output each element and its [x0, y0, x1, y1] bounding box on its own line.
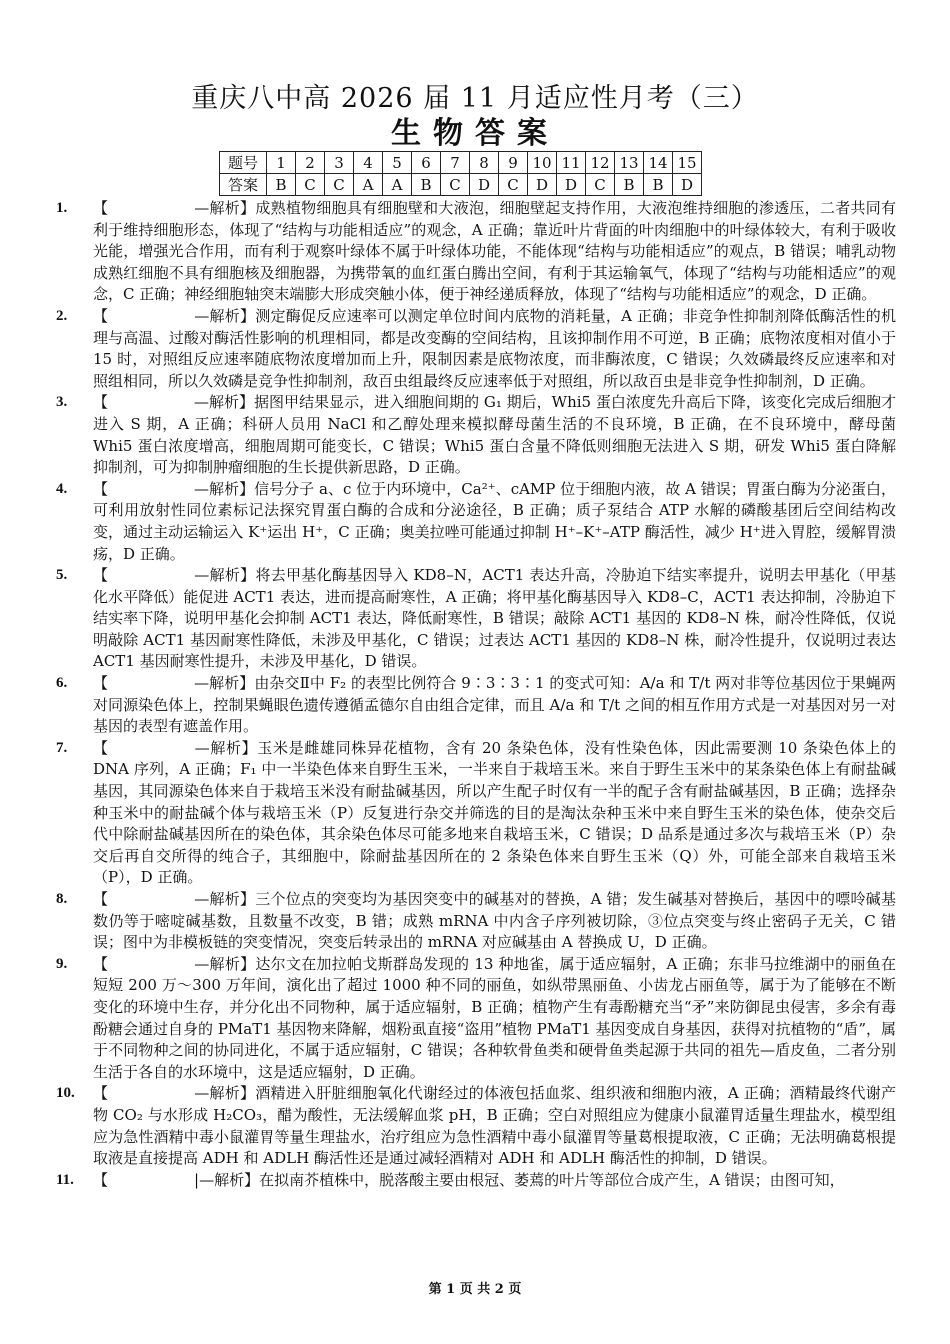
analysis-label: —解析】: [194, 738, 258, 757]
bracket-open: 【: [93, 954, 109, 973]
question-number-cell: 12: [586, 152, 615, 174]
answer-cell: B: [412, 174, 441, 196]
explanation-text: 测定酶促反应速率可以测定单位时间内底物的消耗量，A 正确；非竞争性抑制剂降低酶活性的机理与高温、过酸对酶活性影响的机理相同，都是改变酶的空间结构，且该抑制作用不可逆，B 正确；底物浓度相对值小于 15 时，对照组反应速率随底物浓度增加而上升，限制因素是底物浓度，而非酶浓度，C 错误；久效磷最终反应速率和对照组相同，所以久效磷是竞争性抑制剂，敌百虫组最终反应速率低于对照组，所以敌百虫是非竞争性抑制剂，D 正确。: [93, 306, 896, 390]
answer-cell: C: [499, 174, 528, 196]
answer-cell: A: [383, 174, 412, 196]
bracket-open: 【: [93, 393, 109, 412]
answer-cell: B: [615, 174, 644, 196]
question-number-cell: 1: [267, 152, 296, 174]
question-number: 10.: [56, 1085, 75, 1102]
question-number: 6.: [56, 675, 68, 692]
answer-table: [219, 151, 702, 196]
answer-cell: D: [528, 174, 557, 196]
question-number: 5.: [56, 567, 68, 584]
answer-cell: C: [296, 174, 325, 196]
analysis-label: —解析】: [194, 479, 255, 498]
explanation-item: [56, 673, 896, 738]
answer-table-answer-row: [220, 174, 702, 196]
answer-cell: D: [557, 174, 586, 196]
answer-explanations: [56, 198, 896, 1191]
question-number: 8.: [56, 891, 68, 907]
question-number-cell: 15: [673, 152, 702, 174]
question-number-cell: 9: [499, 152, 528, 174]
answer-cell: D: [470, 174, 499, 196]
explanation-item: [56, 198, 896, 306]
question-number-cell: 2: [296, 152, 325, 174]
explanation-item: [56, 306, 896, 392]
bracket-open: 【: [93, 479, 109, 498]
explanation-text: 达尔文在加拉帕戈斯群岛发现的 13 种地雀，属于适应辐射，A 正确；东非马拉维湖中的丽鱼在短短 200 万～300 万年间，演化出了超过 1000 种不同的丽鱼，如纵带黑丽鱼、小齿龙占丽鱼等，属于为了能够在不断变化的环境中生存，并分化出不同物种，属于适应辐射，B 正确；植物产生有毒酚糖充当“矛”来防御昆虫侵害，多余有毒酚糖会通过自身的 PMaT1 基因物来降解，烟粉虱直接“盗用”植物 PMaT1 基因变成自身基因，获得对抗植物的“盾”，属于不同物种之间的协同进化，不属于适应辐射，C 错误；各种软骨鱼类和硬骨鱼类起源于共同的祖先—盾皮鱼，二者分别生活于各自的水环境中，这是适应辐射，D 正确。: [93, 954, 896, 1081]
analysis-label: —解析】: [194, 393, 255, 412]
bracket-open: 【: [93, 738, 109, 757]
explanation-text: 由杂交Ⅱ中 F₂ 的表型比例符合 9∶3∶3∶1 的变式可知：A/a 和 T/t 两对非等位基因位于果蝇两对同源染色体上，控制果蝇眼色遗传遵循孟德尔自由组合定律，而且 A/a 和 T/t 之间的相互作用方式是一对基因对另一对基因的表型有遮盖作用。: [93, 674, 896, 736]
explanation-text: 在拟南芥植株中，脱落酸主要由根冠、萎蔫的叶片等部位合成产生，A 错误；由图可知，: [259, 1170, 845, 1189]
bracket-open: 【: [93, 199, 109, 217]
explanation-text: 三个位点的突变均为基因突变中的碱基对的替换，A 错；发生碱基对替换后，基因中的嘌呤碱基数仍等于嘧啶碱基数，且数量不改变，B 错；成熟 mRNA 中内含子序列被切除，③位点突变与终止密码子无关，C 错误；图中为非模板链的突变情况，突变后转录出的 mRNA 对应碱基由 A 替换成 U，D 正确。: [93, 890, 896, 952]
question-number: 4.: [56, 480, 68, 497]
question-number-cell: 4: [354, 152, 383, 174]
question-number-cell: 5: [383, 152, 412, 174]
analysis-label: —解析】: [194, 674, 255, 693]
explanation-text: 玉米是雌雄同株异花植物，含有 20 条染色体，没有性染色体，因此需要测 10 条染色体上的 DNA 序列，A 正确；F₁ 中一半染色体来自野生玉米，一半来自于栽培玉米。来自于野生玉米中的某条染色体上有耐盐碱基因，其同源染色体来自于栽培玉米没有耐盐碱基因，所以产生配子时仅有一半的配子含有耐盐碱基因，B 正确；选择杂种玉米中的耐盐碱个体与栽培玉米（P）反复进行杂交并筛选的目的是淘汰杂种玉米中来自野生玉米的染色体，使杂交后代中除耐盐碱基因所在的染色体，其余染色体尽可能多地来自栽培玉米，C 错误；D 品系是通过多次与栽培玉米（P）杂交后再自交所得的纯合子，其细胞中，除耐盐基因所在的 2 条染色体来自野生玉米（Q）外，可能全部来自栽培玉米（P），D 正确。: [93, 738, 896, 887]
bracket-open: 【: [93, 1170, 109, 1189]
explanation-text: 将去甲基化酶基因导入 KD8–N，ACT1 表达升高，冷胁迫下结实率提升，说明去甲基化（甲基化水平降低）能促进 ACT1 表达，进而提高耐寒性，A 正确；将甲基化酶基因导入 KD8–C，ACT1 表达抑制，冷胁迫下结实率下降，说明甲基化会抑制 ACT1 表达，降低耐寒性，B 错误；敲除 ACT1 基因的 KD8–N 株，耐冷性降低，仅说明敲除 ACT1 基因耐寒性降低，未涉及甲基化，C 错误；过表达 ACT1 基因的 KD8–N 株，耐冷性提升，仅说明过表达 ACT1 基因耐寒性提升，未涉及甲基化，D 错误。: [93, 566, 896, 671]
question-number: 11.: [56, 1171, 74, 1188]
answer-table-number-row: [220, 152, 702, 174]
analysis-label: —解析】: [194, 306, 256, 325]
question-number: 7.: [56, 739, 68, 756]
analysis-label: —解析】: [194, 890, 256, 908]
analysis-label: —解析】: [194, 566, 256, 585]
row-label: 答案: [220, 174, 267, 196]
analysis-label: —解析】: [194, 954, 256, 973]
explanation-item: [56, 889, 896, 954]
bracket-open: 【: [93, 306, 109, 325]
explanation-item: [56, 565, 896, 673]
explanation-text: 据图甲结果显示，进入细胞间期的 G₁ 期后，Whi5 蛋白浓度先升高后下降，该变化完成后细胞才进入 S 期，A 正确；科研人员用 NaCl 和乙醇处理来模拟酵母菌生活的不良环境，B 正确，在不良环境中，酵母菌 Whi5 蛋白浓度增高，细胞周期可能变长，C 错误；Whi5 蛋白含量不降低则细胞无法进入 S 期，研发 Whi5 蛋白降解抑制剂，可为抑制肿瘤细胞的生长提供新思路，D 正确。: [93, 393, 896, 477]
explanation-item: [56, 1083, 896, 1169]
question-number-cell: 14: [644, 152, 673, 174]
analysis-label: —解析】: [194, 199, 256, 217]
explanation-text: 成熟植物细胞具有细胞壁和大液泡，细胞壁起支持作用，大液泡维持细胞的渗透压，二者共同有利于维持细胞形态，体现了“结构与功能相适应”的观念，A 正确；靠近叶片背面的叶肉细胞中的叶绿体较大，有利于吸收光能，增强光合作用，而有利于观察叶绿体不属于叶绿体功能，不能体现“结构与功能相适应”的观点，B 错误；哺乳动物成熟红细胞不具有细胞核及细胞器，为携带氧的血红蛋白腾出空间，有利于其运输氧气，体现了“结构与功能相适应”的观念，C 正确；神经细胞轴突末端膨大形成突触小体，便于神经递质释放，体现了“结构与功能相适应”的观念，D 正确。: [93, 199, 896, 304]
question-number-cell: 3: [325, 152, 354, 174]
row-label: 题号: [220, 152, 267, 174]
answer-cell: C: [441, 174, 470, 196]
question-number-cell: 10: [528, 152, 557, 174]
explanation-item: [56, 479, 896, 565]
question-number: 1.: [56, 200, 68, 216]
page-footer: 第 1 页 共 2 页: [428, 1282, 522, 1297]
explanation-item: [56, 392, 896, 478]
question-number-cell: 7: [441, 152, 470, 174]
question-number: 2.: [56, 307, 68, 324]
bracket-open: 【: [93, 674, 109, 693]
question-number: 9.: [56, 955, 68, 972]
explanation-item: [56, 954, 896, 1084]
explanation-text: 信号分子 a、c 位于内环境中，Ca²⁺、cAMP 位于细胞内液，故 A 错误；胃蛋白酶为分泌蛋白，可利用放射性同位素标记法探究胃蛋白酶的合成和分泌途径，B 正确；质子泵结合 ATP 水解的磷酸基团后空间结构改变，通过主动运输运入 K⁺运出 H⁺，C 正确；奥美拉唑可能通过抑制 H⁺–K⁺–ATP 酶活性，减少 H⁺进入胃腔，缓解胃溃疡，D 正确。: [93, 479, 896, 563]
question-number-cell: 13: [615, 152, 644, 174]
bracket-open: 【: [93, 1084, 109, 1103]
answer-cell: B: [267, 174, 296, 196]
answer-cell: B: [644, 174, 673, 196]
bracket-open: 【: [93, 566, 109, 585]
answer-cell: D: [673, 174, 702, 196]
question-number-cell: 11: [557, 152, 586, 174]
answer-cell: C: [325, 174, 354, 196]
question-number-cell: 6: [412, 152, 441, 174]
analysis-label: |—解析】: [194, 1170, 260, 1189]
explanation-item: [56, 1170, 896, 1192]
explanation-text: 酒精进入肝脏细胞氧化代谢经过的体液包括血浆、组织液和细胞内液，A 正确；酒精最终代谢产物 CO₂ 与水形成 H₂CO₃，醋为酸性，无法缓解血浆 pH，B 正确；空白对照组应为健康小鼠灌胃适量生理盐水，模型组应为急性酒精中毒小鼠灌胃等量生理盐水，治疗组应为急性酒精中毒小鼠灌胃等量葛根提取液，C 正确；无法明确葛根提取液是直接提高 ADH 和 ADLH 酶活性还是通过减轻酒精对 ADH 和 ADLH 酶活性的抑制，D 错误。: [93, 1084, 896, 1168]
question-number: 3.: [56, 394, 68, 411]
page-title: 重庆八中高 2026 届 11 月适应性月考（三）: [191, 83, 759, 114]
bracket-open: 【: [93, 890, 109, 908]
question-number-cell: 8: [470, 152, 499, 174]
analysis-label: —解析】: [194, 1084, 256, 1103]
answer-cell: A: [354, 174, 383, 196]
explanation-item: [56, 738, 896, 889]
page-subtitle: 生物答案: [391, 116, 559, 151]
answer-cell: C: [586, 174, 615, 196]
